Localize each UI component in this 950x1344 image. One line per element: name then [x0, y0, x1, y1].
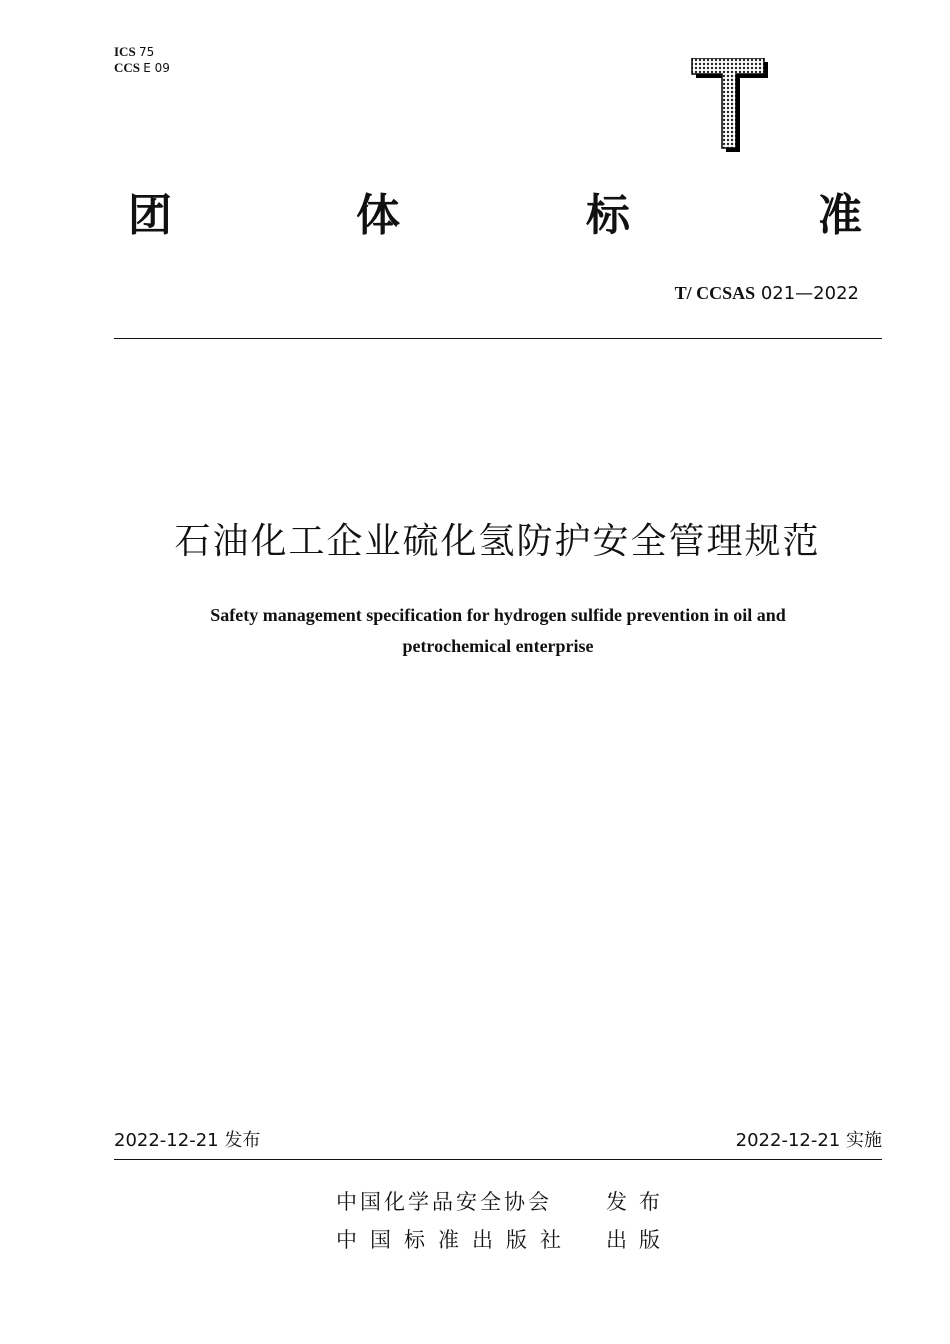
classification-codes: [114, 44, 170, 76]
ccs-line: [114, 60, 170, 76]
standard-number: [675, 282, 859, 305]
publisher-action: 发布: [606, 1190, 672, 1214]
ics-value: 75: [138, 45, 155, 59]
standard-number-prefix: T/ CCSAS: [674, 283, 756, 303]
standard-type-char: 体: [356, 190, 400, 241]
standard-type-heading: [124, 186, 874, 246]
publisher-org: 中国化学品安全协会: [336, 1190, 552, 1214]
publisher-action: 出版: [606, 1228, 672, 1252]
publisher-org: 中国标准出版社: [336, 1228, 574, 1252]
title-english-line: petrochemical enterprise: [402, 636, 594, 656]
standard-number-value: 021—2022: [760, 283, 859, 304]
publisher-row: [336, 1186, 676, 1224]
standard-type-char: 准: [818, 190, 862, 241]
header-divider: [114, 338, 882, 339]
footer-divider: [114, 1159, 882, 1160]
group-standard-t-logo-icon: [690, 58, 770, 154]
issue-date: 2022-12-21 发布: [114, 1130, 261, 1151]
ics-label: ICS: [114, 44, 136, 59]
implementation-date: 2022-12-21 实施: [735, 1130, 882, 1151]
publisher-block: [336, 1186, 676, 1262]
title-english: [120, 600, 876, 662]
publisher-row: [336, 1224, 676, 1262]
standard-type-char: 标: [586, 190, 630, 241]
title-chinese: 石油化工企业硫化氢防护安全管理规范: [174, 521, 821, 562]
standard-type-char: 团: [128, 190, 172, 241]
ccs-label: CCS: [114, 60, 141, 75]
ics-line: [114, 44, 170, 60]
title-english-line: Safety management specification for hydrogen sulfide prevention in oil and: [210, 605, 786, 625]
ccs-value: E 09: [143, 61, 170, 75]
